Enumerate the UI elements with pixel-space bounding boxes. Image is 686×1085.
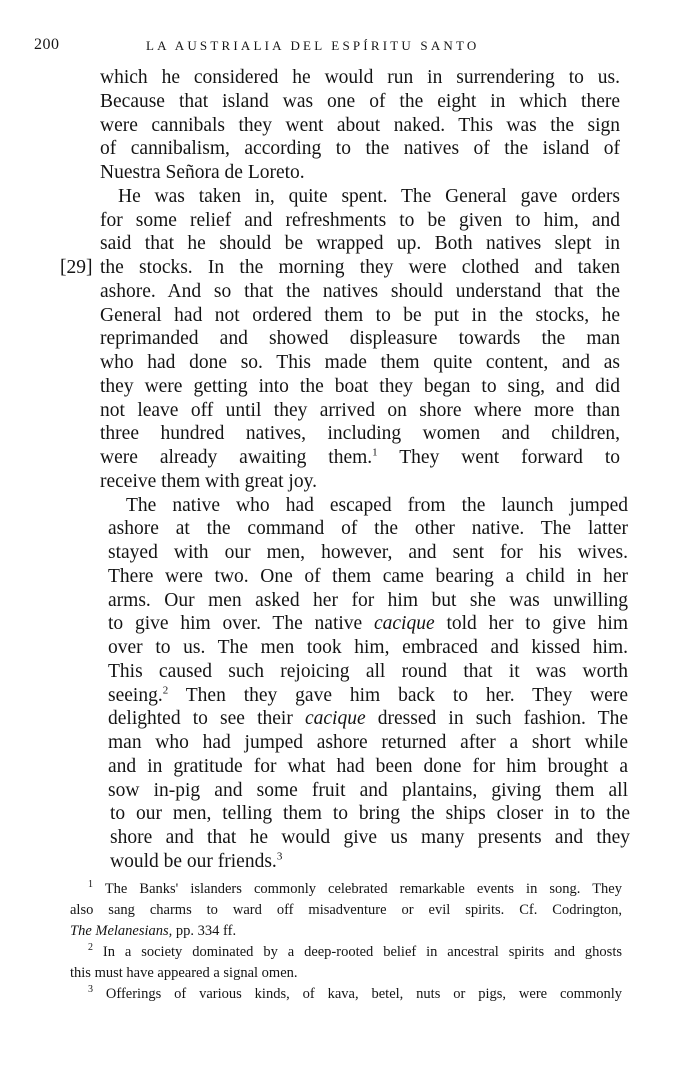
text-line: This caused such rejoicing all round that it was worth xyxy=(108,660,628,682)
paragraph-start-line: He was taken in, quite spent. The General gave orders xyxy=(118,185,620,207)
footnote-text: The Banks' islanders commonly celebrated remarkable events in song. They xyxy=(104,881,622,897)
text-line: There were two. One of them came bearing a child in her xyxy=(108,565,628,587)
text-segment: told her to give him xyxy=(446,613,629,635)
text-line xyxy=(108,684,628,708)
text-segment: to give him over. The native xyxy=(108,613,363,635)
text-line xyxy=(108,707,628,731)
text-line: which he considered he would run in surrendering to us. xyxy=(100,67,620,88)
text-line: they were getting into the boat they began to sing, and did xyxy=(100,375,620,397)
footnote-text: pp. 334 ff. xyxy=(175,923,237,939)
margin-page-reference: [29] xyxy=(60,257,93,278)
text-line xyxy=(100,446,620,470)
footnote-3 xyxy=(70,984,622,1005)
footnote-2 xyxy=(70,942,622,963)
text-line: over to us. The men took him, embraced and kissed him. xyxy=(108,637,628,658)
text-line: were cannibals they went about naked. This was the sign xyxy=(100,114,620,136)
text-line: shore and that he would give us many presents and they xyxy=(110,827,630,848)
paragraph-start-line: The native who had escaped from the launch jumped xyxy=(126,494,628,516)
footnote-ref-1[interactable]: 1 xyxy=(372,446,378,459)
running-head-title: LA AUSTRIALIA DEL ESPÍRITU SANTO xyxy=(146,38,480,53)
text-line: man who had jumped ashore returned after a short while xyxy=(108,732,628,753)
text-line: of cannibalism, according to the natives of the island of xyxy=(100,138,620,160)
text-line: to our men, telling them to bring the ships closer in to the xyxy=(110,803,630,825)
text-line: sow in-pig and some fruit and plantains, giving them all xyxy=(108,779,628,801)
italic-term: cacique xyxy=(374,613,435,635)
text-line xyxy=(110,850,630,874)
text-line: and in gratitude for what had been done for him brought a xyxy=(108,755,628,777)
text-line xyxy=(108,612,628,636)
text-line: Because that island was one of the eight in which there xyxy=(100,90,620,112)
footnote-ref-3[interactable]: 3 xyxy=(276,850,283,863)
text-line: General had not ordered them to be put in the stocks, he xyxy=(100,304,620,326)
text-line: receive them with great joy. xyxy=(100,470,317,492)
book-title: The Melanesians, xyxy=(70,923,173,939)
footnote-1-continued xyxy=(70,921,622,942)
footnote-number: 3 xyxy=(88,984,93,996)
footnotes xyxy=(70,879,622,1005)
footnote-2-continued: this must have appeared a signal omen. xyxy=(70,965,298,981)
text-segment: Then they gave him back to her. They were xyxy=(185,684,628,706)
running-header xyxy=(34,36,614,56)
text-segment: were already awaiting them. xyxy=(100,447,373,468)
text-segment: would be our friends. xyxy=(110,850,277,872)
footnote-text: In a society dominated by a deep-rooted belief in ancestral spirits and ghosts xyxy=(102,944,622,960)
text-line: who had done so. This made them quite content, and as xyxy=(100,352,620,373)
text-line: said that he should be wrapped up. Both natives slept in xyxy=(100,233,620,255)
text-segment: dressed in such fashion. The xyxy=(377,708,628,730)
text-line: not leave off until they arrived on shore where more than xyxy=(100,399,620,421)
footnote-1-continued: also sang charms to ward off misadventure or evil spirits. Cf. Codrington, xyxy=(70,902,622,918)
page-number: 200 xyxy=(34,36,60,53)
italic-term: cacique xyxy=(304,708,366,730)
footnote-text: Offerings of various kinds, of kava, betel, nuts or pigs, were commonly xyxy=(105,986,623,1002)
text-segment: delighted to see their xyxy=(108,708,293,730)
text-line: reprimanded and showed displeasure towards the man xyxy=(100,328,620,350)
text-line: ashore. And so that the natives should understand that the xyxy=(100,280,620,302)
footnote-number: 1 xyxy=(88,879,93,891)
text-line: arms. Our men asked her for him but she was unwilling xyxy=(108,589,628,611)
footnote-ref-2[interactable]: 2 xyxy=(162,684,169,696)
text-line: stayed with our men, however, and sent for his wives. xyxy=(108,542,628,563)
text-line-content: the stocks. In the morning they were clothed and taken xyxy=(100,257,620,278)
text-line: three hundred natives, including women and children, xyxy=(100,423,620,445)
text-line-with-margin-ref xyxy=(60,256,620,280)
text-segment: seeing. xyxy=(108,684,163,706)
text-line: Nuestra Señora de Loreto. xyxy=(100,162,305,183)
text-segment: They went forward to xyxy=(399,447,620,468)
text-line: ashore at the command of the other native. The latter xyxy=(108,518,628,540)
body-text xyxy=(60,66,630,874)
footnote-1 xyxy=(70,879,622,900)
footnote-number: 2 xyxy=(88,942,93,954)
text-line: for some relief and refreshments to be given to him, and xyxy=(100,209,620,231)
